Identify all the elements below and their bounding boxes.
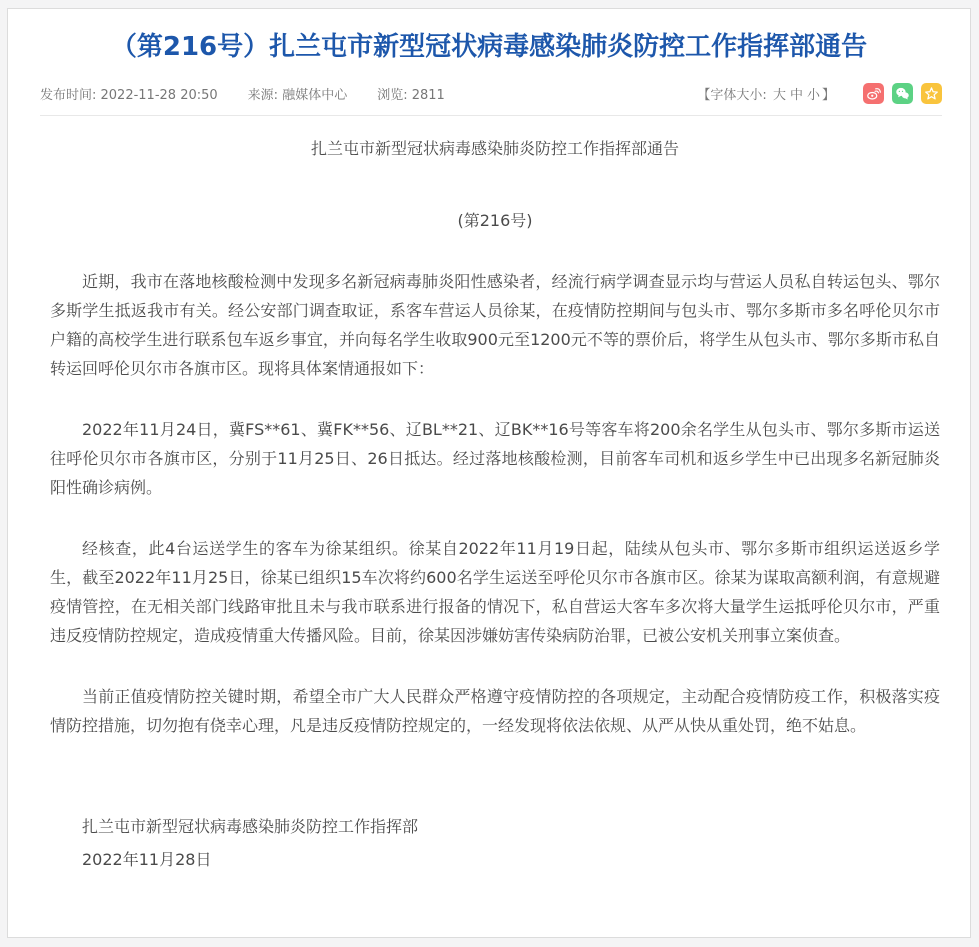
font-size-small-button[interactable]: 小 [806, 87, 820, 103]
meta-bar [40, 81, 942, 105]
share-wechat-button[interactable] [892, 83, 913, 104]
font-size-medium-button[interactable]: 中 [789, 87, 803, 103]
wechat-icon [895, 86, 910, 101]
view-count-value: 2811 [411, 87, 445, 103]
page-title: （第216号）扎兰屯市新型冠状病毒感染肺炎防控工作指挥部通告 [110, 32, 868, 62]
paragraph-3: 经核查，此4台运送学生的客车为徐某组织。徐某自2022年11月19日起，陆续从包头市、鄂尔多斯市组织运送返乡学生，截至2022年11月25日，徐某已组织15车次将约600名学生运送至呼伦贝尔市各旗市区。徐某为谋取高额利润，有意规避疫情管控，在无相关部门线路审批且未与我市联系进行报备的情况下，私自营运大客车多次将大量学生运抵呼伦贝尔市，严重违反疫情防控规定，造成疫情重大传播风险。目前，徐某因涉嫌妨害传染病防治罪，已被公安机关刑事立案侦查。 [50, 539, 940, 645]
paragraph-2: 2022年11月24日，冀FS**61、冀FK**56、辽BL**21、辽BK**16号等客车将200余名学生从包头市、鄂尔多斯市运送往呼伦贝尔市各旗市区，分别于11月25日、26日抵达。经过落地核酸检测，目前客车司机和返乡学生中已出现多名新冠肺炎阳性确诊病例。 [50, 420, 940, 497]
view-count [377, 84, 445, 103]
article-body [8, 116, 970, 874]
document-title: 扎兰屯市新型冠状病毒感染肺炎防控工作指挥部通告 [310, 139, 679, 158]
font-size-large-button[interactable]: 大 [772, 87, 786, 103]
star-icon [924, 86, 939, 101]
font-size-label-end: 】 [821, 87, 835, 103]
document-number: (第216号) [457, 211, 533, 230]
source-label: 来源: [247, 87, 283, 103]
weibo-icon [866, 86, 881, 101]
publish-time-label: 发布时间: [40, 87, 101, 103]
source [248, 84, 348, 103]
publish-time [40, 84, 218, 103]
meta-actions [697, 83, 942, 104]
signature-date: 2022年11月28日 [82, 850, 212, 869]
publish-time-value: 2022-11-28 20:50 [100, 87, 218, 103]
paragraph-4: 当前正值疫情防控关键时期，希望全市广大人民群众严格遵守疫情防控的各项规定，主动配合疫情防疫工作，积极落实疫情防控措施，切勿抱有侥幸心理，凡是违反疫情防控规定的，一经发现将依法依规、从严从快从重处罚，绝不姑息。 [50, 687, 940, 735]
share-weibo-button[interactable] [863, 83, 884, 104]
signature-org: 扎兰屯市新型冠状病毒感染肺炎防控工作指挥部 [82, 817, 419, 836]
meta-info [40, 84, 445, 103]
font-size-label: 【字体大小: [697, 87, 771, 103]
font-size-control [697, 84, 835, 103]
favorite-star-button[interactable] [921, 83, 942, 104]
article-panel [7, 8, 971, 938]
share-buttons [863, 83, 942, 104]
view-count-label: 浏览: [377, 87, 412, 103]
paragraph-1: 近期，我市在落地核酸检测中发现多名新冠病毒肺炎阳性感染者，经流行病学调查显示均与营运人员私自转运包头、鄂尔多斯学生抵返我市有关。经公安部门调查取证，系客车营运人员徐某，在疫情防控期间与包头市、鄂尔多斯市多名呼伦贝尔市户籍的高校学生进行联系包车返乡事宜，并向每名学生收取900元至1200元不等的票价后，将学生从包头市、鄂尔多斯市私自转运回呼伦贝尔市各旗市区。现将具体案情通报如下： [50, 272, 940, 378]
source-value: 融媒体中心 [282, 87, 348, 103]
